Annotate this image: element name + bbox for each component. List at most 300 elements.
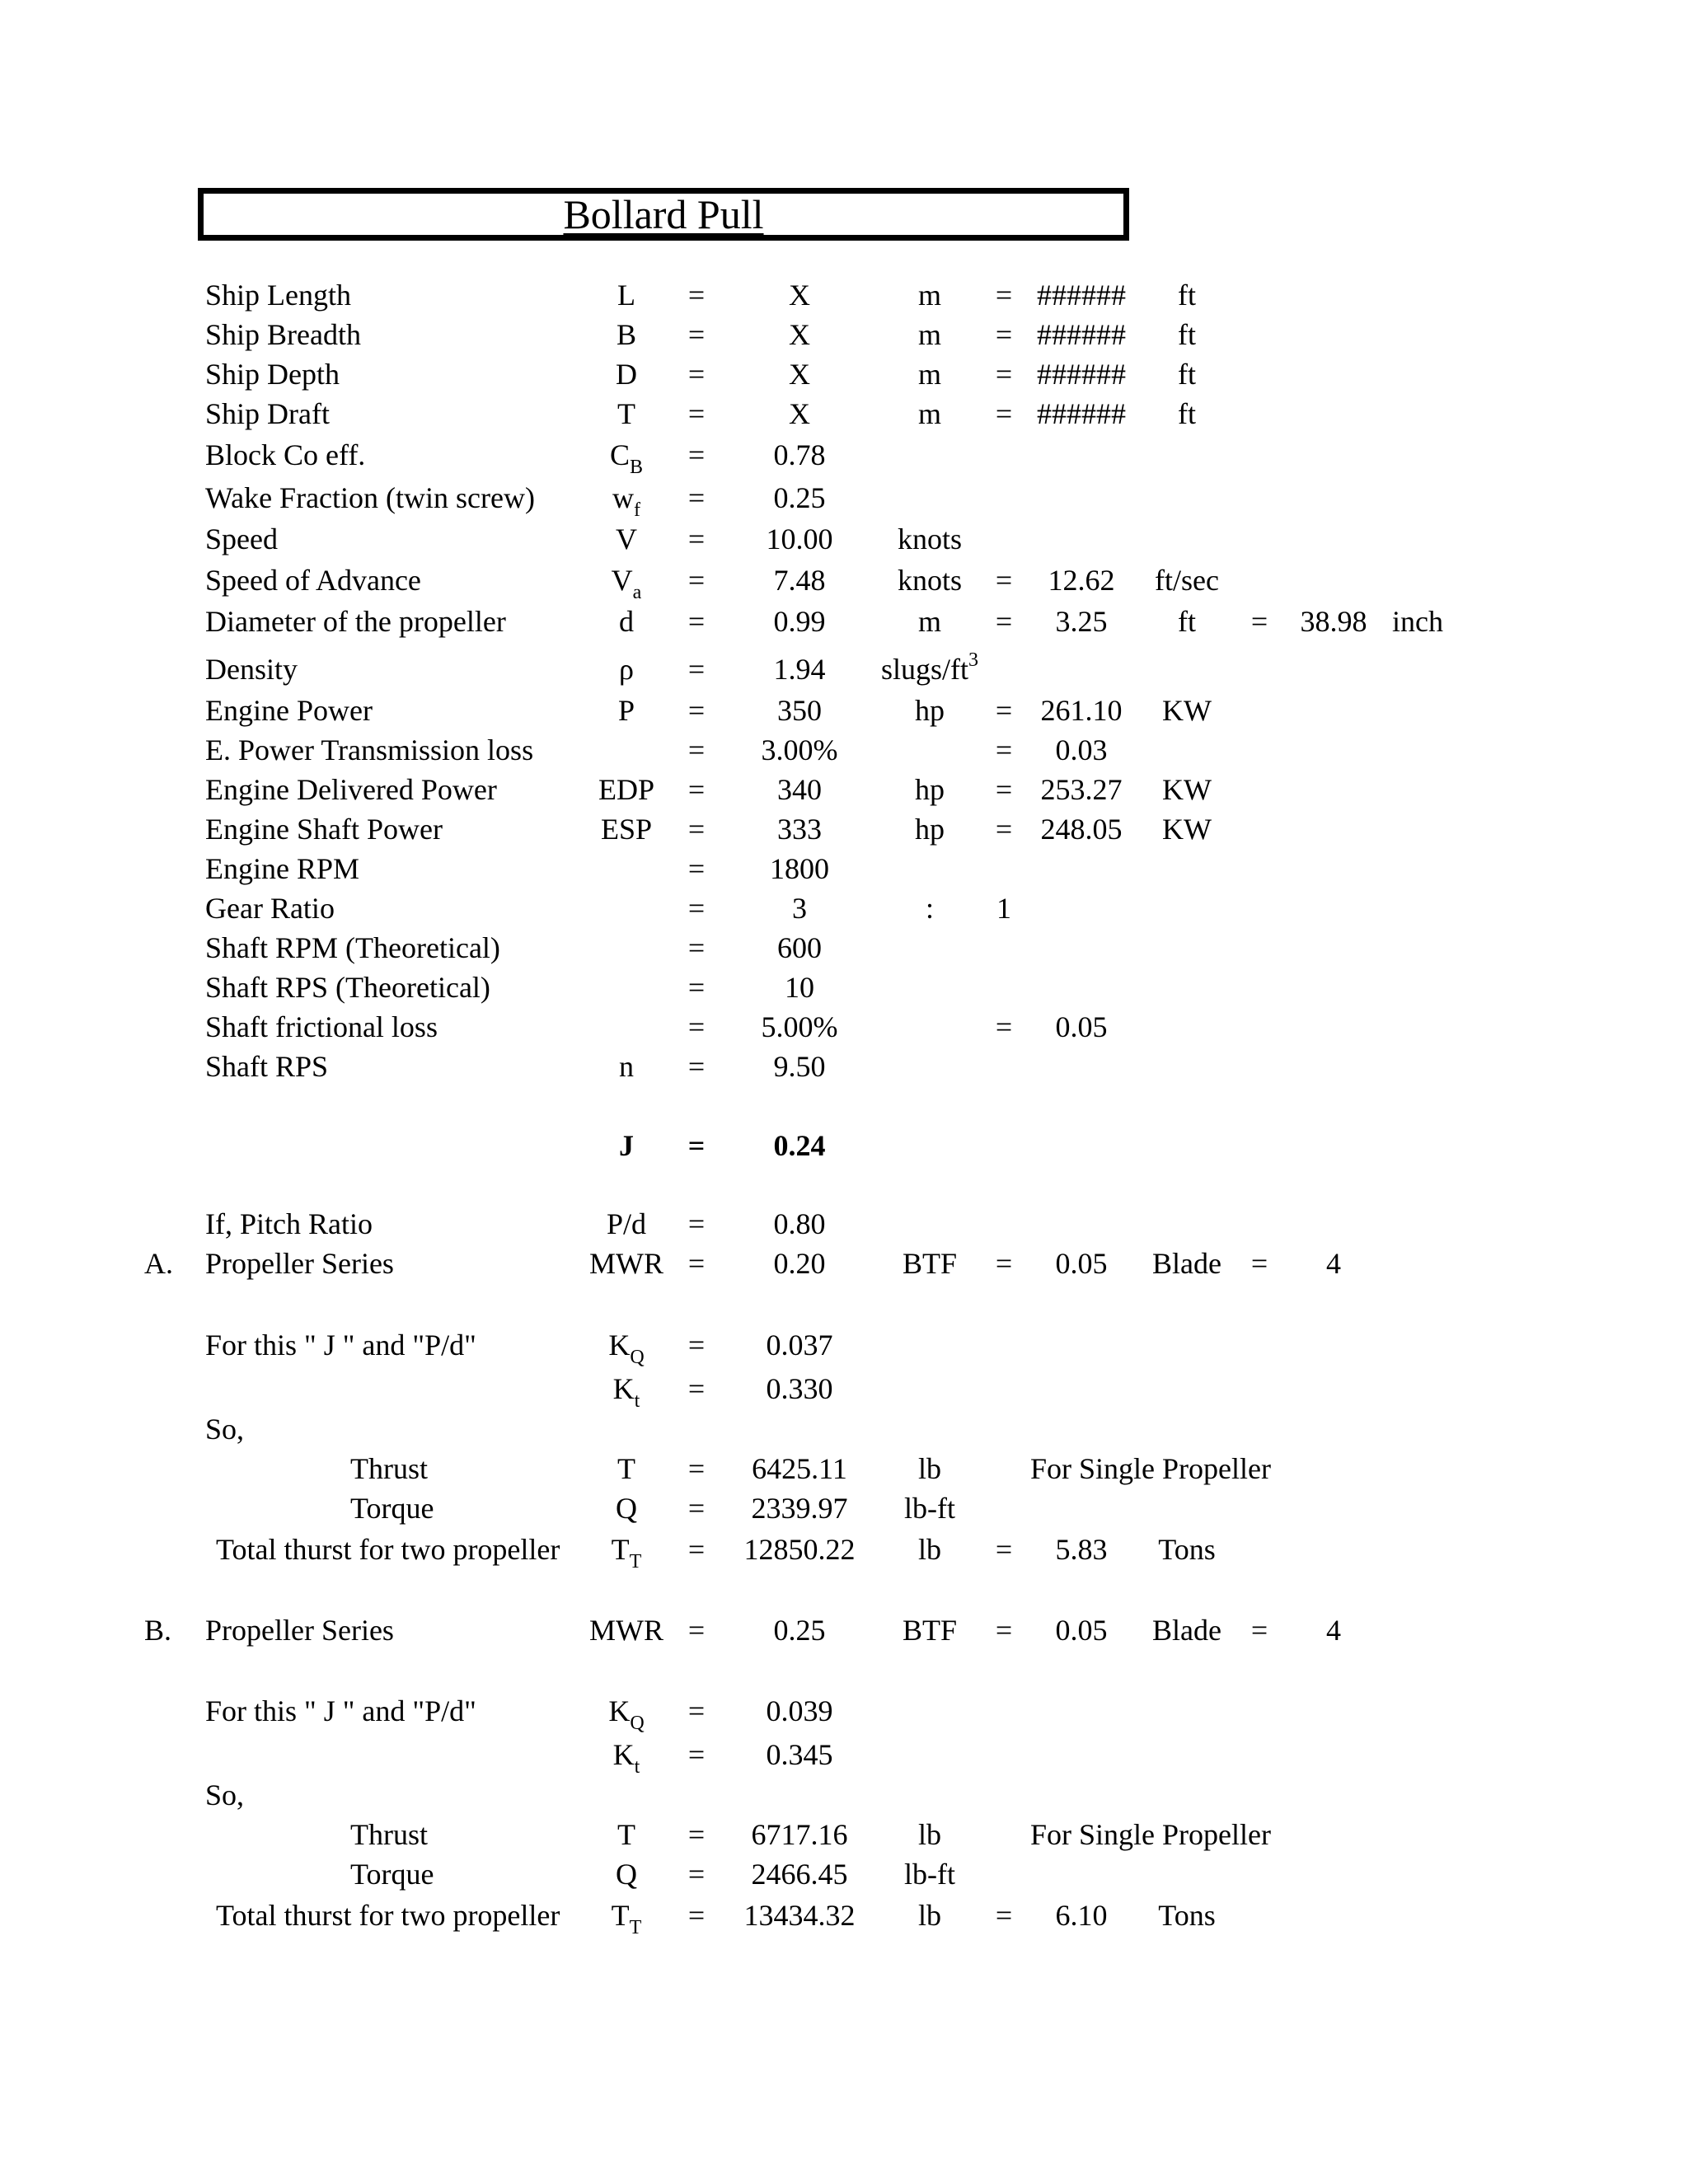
unit-text: m [917,397,941,430]
symbol-text: ESP [600,813,653,846]
row-converted-unit: Tons [1158,1899,1216,1932]
row-value: 3.00% [761,733,838,766]
row-symbol [569,1734,684,1778]
row-unit [868,314,992,355]
row-label: Torque [350,1858,434,1891]
row-label: Block Co eff. [205,438,366,471]
row-converted-value: 0.05 [1055,1614,1108,1647]
row-label: Density [205,653,298,686]
unit-text: hp [915,773,945,806]
equals-sign: = [687,605,706,638]
row-symbol [569,1854,684,1895]
row-value: 600 [777,931,822,964]
row-converted-value: 0.03 [1055,733,1108,766]
row-value: 7.48 [773,564,826,597]
row-label: If, Pitch Ratio [205,1207,373,1240]
row-converted-unit: ft [1178,397,1196,430]
table-row [0,393,1688,434]
table-row [0,967,1688,1008]
row-unit [868,1488,992,1529]
row-label: Engine Power [205,694,373,727]
symbol-text: T [617,1452,635,1485]
table-row [0,1854,1688,1895]
row-label: Speed [205,523,278,555]
row-converted-value: 253.27 [1040,773,1123,806]
equals-sign: = [687,438,706,471]
row-converted-value: 261.10 [1040,694,1123,727]
row-label: Shaft RPS [205,1050,329,1083]
row-unit [868,690,992,731]
row-symbol [569,393,684,434]
table-row [0,1368,1688,1412]
equals-sign: = [995,1533,1013,1566]
row-symbol [569,1448,684,1489]
symbol-text: K [608,1694,631,1727]
equals-sign: = [995,733,1013,766]
row-value: X [789,318,810,351]
page-title: Bollard Pull [563,191,764,237]
row-converted-value: 12.62 [1048,564,1115,597]
symbol-text: V [616,523,637,555]
unit-text: m [917,318,941,351]
row-unit [868,274,992,316]
row-converted-value: 5.83 [1055,1533,1108,1566]
table-row [0,354,1688,395]
row-symbol [569,1529,684,1570]
row-symbol [569,690,684,731]
symbol-text: K [612,1372,635,1405]
table-row [0,1046,1688,1087]
equals-sign: = [995,1614,1013,1647]
row-value: 10 [785,971,814,1004]
row-label: For this " J " and "P/d" [205,1694,476,1727]
row-unit [868,518,992,560]
unit-text: knots [897,523,962,555]
symbol-text: T [611,1533,630,1566]
equals-sign: = [687,279,706,312]
symbol-subscript: t [634,1390,640,1412]
row-value: 0.99 [773,605,826,638]
row-converted-unit: ft [1178,279,1196,312]
unit-text: knots [897,564,962,597]
row-unit [868,1610,992,1651]
row-label: Engine Shaft Power [205,813,443,846]
equals-sign: = [687,813,706,846]
symbol-subscript: f [634,499,640,521]
unit-text: slugs/ft [880,653,968,686]
unit-text: : [925,892,934,925]
row-symbol [569,1814,684,1855]
symbol-text: J [619,1129,634,1162]
row-value: 13434.32 [743,1899,856,1932]
row-symbol [569,649,684,690]
table-row [0,1690,1688,1732]
row-value: 0.25 [773,1614,826,1647]
row-value: 1800 [770,852,829,885]
equals-sign: = [995,1899,1013,1932]
table-row [0,518,1688,560]
equals-sign: = [687,971,706,1004]
equals-sign: = [687,318,706,351]
equals-sign: = [1250,1614,1268,1647]
symbol-text: d [619,605,634,638]
table-row [0,1006,1688,1047]
unit-text: BTF [902,1247,958,1280]
row-prefix: A. [144,1247,173,1280]
row-value: 0.20 [773,1247,826,1280]
equals-sign: = [687,1452,706,1485]
row-value: 0.345 [766,1738,833,1771]
table-row [0,1734,1688,1778]
row-converted-unit: KW [1162,694,1212,727]
symbol-text: B [616,318,636,351]
symbol-subscript: B [630,457,644,478]
unit-text: m [917,279,941,312]
row-unit [868,354,992,395]
row-symbol [569,1203,684,1244]
row-symbol [569,1488,684,1529]
row-converted-unit: ft [1178,318,1196,351]
table-row [0,1125,1688,1166]
unit-text: lb [917,1452,941,1485]
row-value: 0.24 [773,1129,826,1162]
row-label: Propeller Series [205,1247,394,1280]
title-box [198,188,1129,241]
equals-sign: = [995,564,1013,597]
equals-sign: = [687,773,706,806]
row-unit [868,1448,992,1489]
row-unit [868,769,992,810]
row-converted-value: ###### [1037,318,1126,351]
row-converted-unit: ft [1178,605,1196,638]
row-value: 2466.45 [751,1858,848,1891]
row-converted-value: 3.25 [1055,605,1108,638]
equals-sign: = [687,1129,706,1162]
row-value: 6717.16 [751,1818,848,1851]
symbol-text: K [612,1738,635,1771]
row-label: Propeller Series [205,1614,394,1647]
row-value: X [789,358,810,391]
row-symbol [569,1610,684,1651]
equals-sign: = [687,653,706,686]
table-row [0,848,1688,889]
symbol-subscript: t [634,1756,640,1778]
row-converted-unit: Blade [1152,1247,1221,1280]
row-label: Shaft RPM (Theoretical) [205,931,500,964]
row-value: 0.25 [773,481,826,514]
row-unit [868,1895,992,1936]
row-label: So, [205,1413,245,1446]
table-row [0,434,1688,476]
row-label: Gear Ratio [205,892,335,925]
equals-sign: = [995,397,1013,430]
row-unit [868,649,992,690]
row-unit [868,1243,992,1284]
row-converted-unit: Blade [1152,1614,1221,1647]
unit-text: hp [915,813,945,846]
row-converted-value: ###### [1037,397,1126,430]
symbol-text: T [611,1899,630,1932]
row-unit [868,808,992,850]
row-value: 10.00 [766,523,833,555]
row-symbol [569,354,684,395]
table-row [0,649,1688,690]
table-row [0,927,1688,968]
symbol-text: MWR [589,1247,663,1280]
unit-text: lb [917,1818,941,1851]
symbol-text: V [611,564,633,597]
row-symbol [569,274,684,316]
equals-sign: = [687,1694,706,1727]
row-value: 0.80 [773,1207,826,1240]
equals-sign: = [995,279,1013,312]
equals-sign: = [687,481,706,514]
equals-sign: = [995,605,1013,638]
equals-sign: = [995,773,1013,806]
row-converted-unit: ft [1178,358,1196,391]
unit-text: BTF [902,1614,958,1647]
row-label: E. Power Transmission loss [205,733,534,766]
symbol-text: ρ [619,653,634,686]
symbol-subscript: a [632,582,642,603]
symbol-text: C [609,438,630,471]
row-third-value: 4 [1326,1614,1341,1647]
row-label: For this " J " and "P/d" [205,1329,476,1361]
row-label: Wake Fraction (twin screw) [205,481,535,514]
symbol-subscript: Q [630,1347,645,1368]
row-symbol [569,518,684,560]
row-note: For Single Propeller [1030,1818,1271,1851]
row-unit [868,601,992,642]
symbol-text: K [608,1329,631,1361]
row-converted-value: 6.10 [1055,1899,1108,1932]
row-label: Shaft RPS (Theoretical) [205,971,490,1004]
equals-sign: = [687,892,706,925]
row-symbol [569,1690,684,1732]
symbol-text: w [612,481,634,514]
unit-text: lb-ft [904,1858,955,1891]
unit-text: lb-ft [904,1492,955,1525]
row-value: 0.78 [773,438,826,471]
row-note: For Single Propeller [1030,1452,1271,1485]
equals-sign: = [687,1329,706,1361]
row-converted-value: ###### [1037,279,1126,312]
row-converted-unit: Tons [1158,1533,1216,1566]
row-symbol [569,601,684,642]
row-label: So, [205,1779,245,1811]
row-third-unit: inch [1392,605,1443,638]
row-value: 340 [777,773,822,806]
row-symbol [569,1895,684,1936]
equals-sign: = [995,1247,1013,1280]
equals-sign: = [687,358,706,391]
symbol-text: Q [616,1858,637,1891]
unit-superscript: 3 [968,649,978,671]
symbol-text: P [617,694,635,727]
table-row [0,314,1688,355]
row-value: 12850.22 [743,1533,856,1566]
row-value: 0.037 [766,1329,833,1361]
table-row [0,888,1688,929]
equals-sign: = [1250,605,1268,638]
row-symbol [569,1368,684,1412]
table-row [0,1814,1688,1855]
row-unit [868,1854,992,1895]
row-symbol [569,560,684,601]
equals-sign: = [687,1533,706,1566]
unit-text: m [917,358,941,391]
equals-sign: = [995,813,1013,846]
row-symbol [569,434,684,476]
symbol-text: D [616,358,637,391]
symbol-text: T [617,397,635,430]
unit-text: lb [917,1899,941,1932]
row-symbol [569,314,684,355]
symbol-subscript: T [629,1551,642,1572]
table-row [0,560,1688,601]
row-symbol [569,1324,684,1366]
equals-sign: = [687,1050,706,1083]
symbol-text: P/d [606,1207,647,1240]
row-label: Thrust [350,1818,428,1851]
equals-sign: = [687,564,706,597]
unit-text: hp [915,694,945,727]
equals-sign: = [995,358,1013,391]
row-label: Shaft frictional loss [205,1010,438,1043]
symbol-text: L [617,279,635,312]
row-value: X [789,279,810,312]
table-row [0,1448,1688,1489]
row-label: Ship Breadth [205,318,361,351]
row-label: Speed of Advance [205,564,421,597]
symbol-text: n [619,1050,634,1083]
equals-sign: = [687,1492,706,1525]
row-value: 2339.97 [751,1492,848,1525]
table-row [0,1243,1688,1284]
row-value: 0.330 [766,1372,833,1405]
row-value: 5.00% [761,1010,838,1043]
equals-sign: = [1250,1247,1268,1280]
row-symbol [569,1243,684,1284]
table-row [0,1774,1688,1816]
row-value: 350 [777,694,822,727]
row-converted-value: ###### [1037,358,1126,391]
row-label: Engine RPM [205,852,360,885]
equals-sign: = [995,318,1013,351]
equals-sign: = [687,733,706,766]
table-row [0,1408,1688,1450]
table-row [0,1488,1688,1529]
row-symbol [569,1125,684,1166]
row-value: X [789,397,810,430]
row-label: Total thurst for two propeller [216,1899,560,1932]
table-row [0,601,1688,642]
table-row [0,1324,1688,1366]
equals-sign: = [687,1818,706,1851]
row-third-value: 38.98 [1300,605,1367,638]
row-value: 1.94 [773,653,826,686]
equals-sign: = [687,1858,706,1891]
symbol-text: T [617,1818,635,1851]
row-symbol [569,477,684,521]
equals-sign: = [687,852,706,885]
equals-sign: = [687,523,706,555]
row-symbol [569,769,684,810]
table-row [0,769,1688,810]
table-row [0,1610,1688,1651]
equals-sign: = [687,1614,706,1647]
ratio-value: 1 [996,892,1011,925]
equals-sign: = [687,694,706,727]
row-symbol [569,1046,684,1087]
equals-sign: = [687,1738,706,1771]
row-value: 333 [777,813,822,846]
row-label: Ship Depth [205,358,340,391]
row-converted-unit: KW [1162,773,1212,806]
table-row [0,1203,1688,1244]
row-converted-value: 0.05 [1055,1247,1108,1280]
row-label: Total thurst for two propeller [216,1533,560,1566]
table-row [0,690,1688,731]
equals-sign: = [995,694,1013,727]
row-symbol [569,808,684,850]
row-unit [868,1814,992,1855]
row-converted-value: 248.05 [1040,813,1123,846]
row-unit [868,560,992,601]
equals-sign: = [687,1899,706,1932]
row-converted-value: 0.05 [1055,1010,1108,1043]
equals-sign: = [687,397,706,430]
symbol-text: MWR [589,1614,663,1647]
equals-sign: = [687,1372,706,1405]
row-label: Ship Draft [205,397,330,430]
table-row [0,477,1688,521]
equals-sign: = [687,931,706,964]
equals-sign: = [687,1207,706,1240]
symbol-subscript: Q [630,1713,645,1734]
row-converted-unit: ft/sec [1155,564,1219,597]
row-third-value: 4 [1326,1247,1341,1280]
table-row [0,1895,1688,1936]
row-value: 3 [792,892,807,925]
row-label: Thrust [350,1452,428,1485]
row-prefix: B. [144,1614,172,1647]
equals-sign: = [995,1010,1013,1043]
symbol-text: EDP [598,773,654,806]
table-row [0,274,1688,316]
row-value: 9.50 [773,1050,826,1083]
row-converted-unit: KW [1162,813,1212,846]
equals-sign: = [687,1010,706,1043]
unit-text: m [917,605,941,638]
symbol-text: Q [616,1492,637,1525]
row-label: Torque [350,1492,434,1525]
row-unit [868,393,992,434]
symbol-subscript: T [629,1917,642,1938]
row-label: Ship Length [205,279,351,312]
row-unit [868,1529,992,1570]
row-value: 6425.11 [752,1452,847,1485]
row-unit [868,888,992,929]
row-label: Diameter of the propeller [205,605,506,638]
table-row [0,808,1688,850]
row-label: Engine Delivered Power [205,773,497,806]
table-row [0,729,1688,771]
table-row [0,1529,1688,1570]
equals-sign: = [687,1247,706,1280]
unit-text: lb [917,1533,941,1566]
row-value: 0.039 [766,1694,833,1727]
